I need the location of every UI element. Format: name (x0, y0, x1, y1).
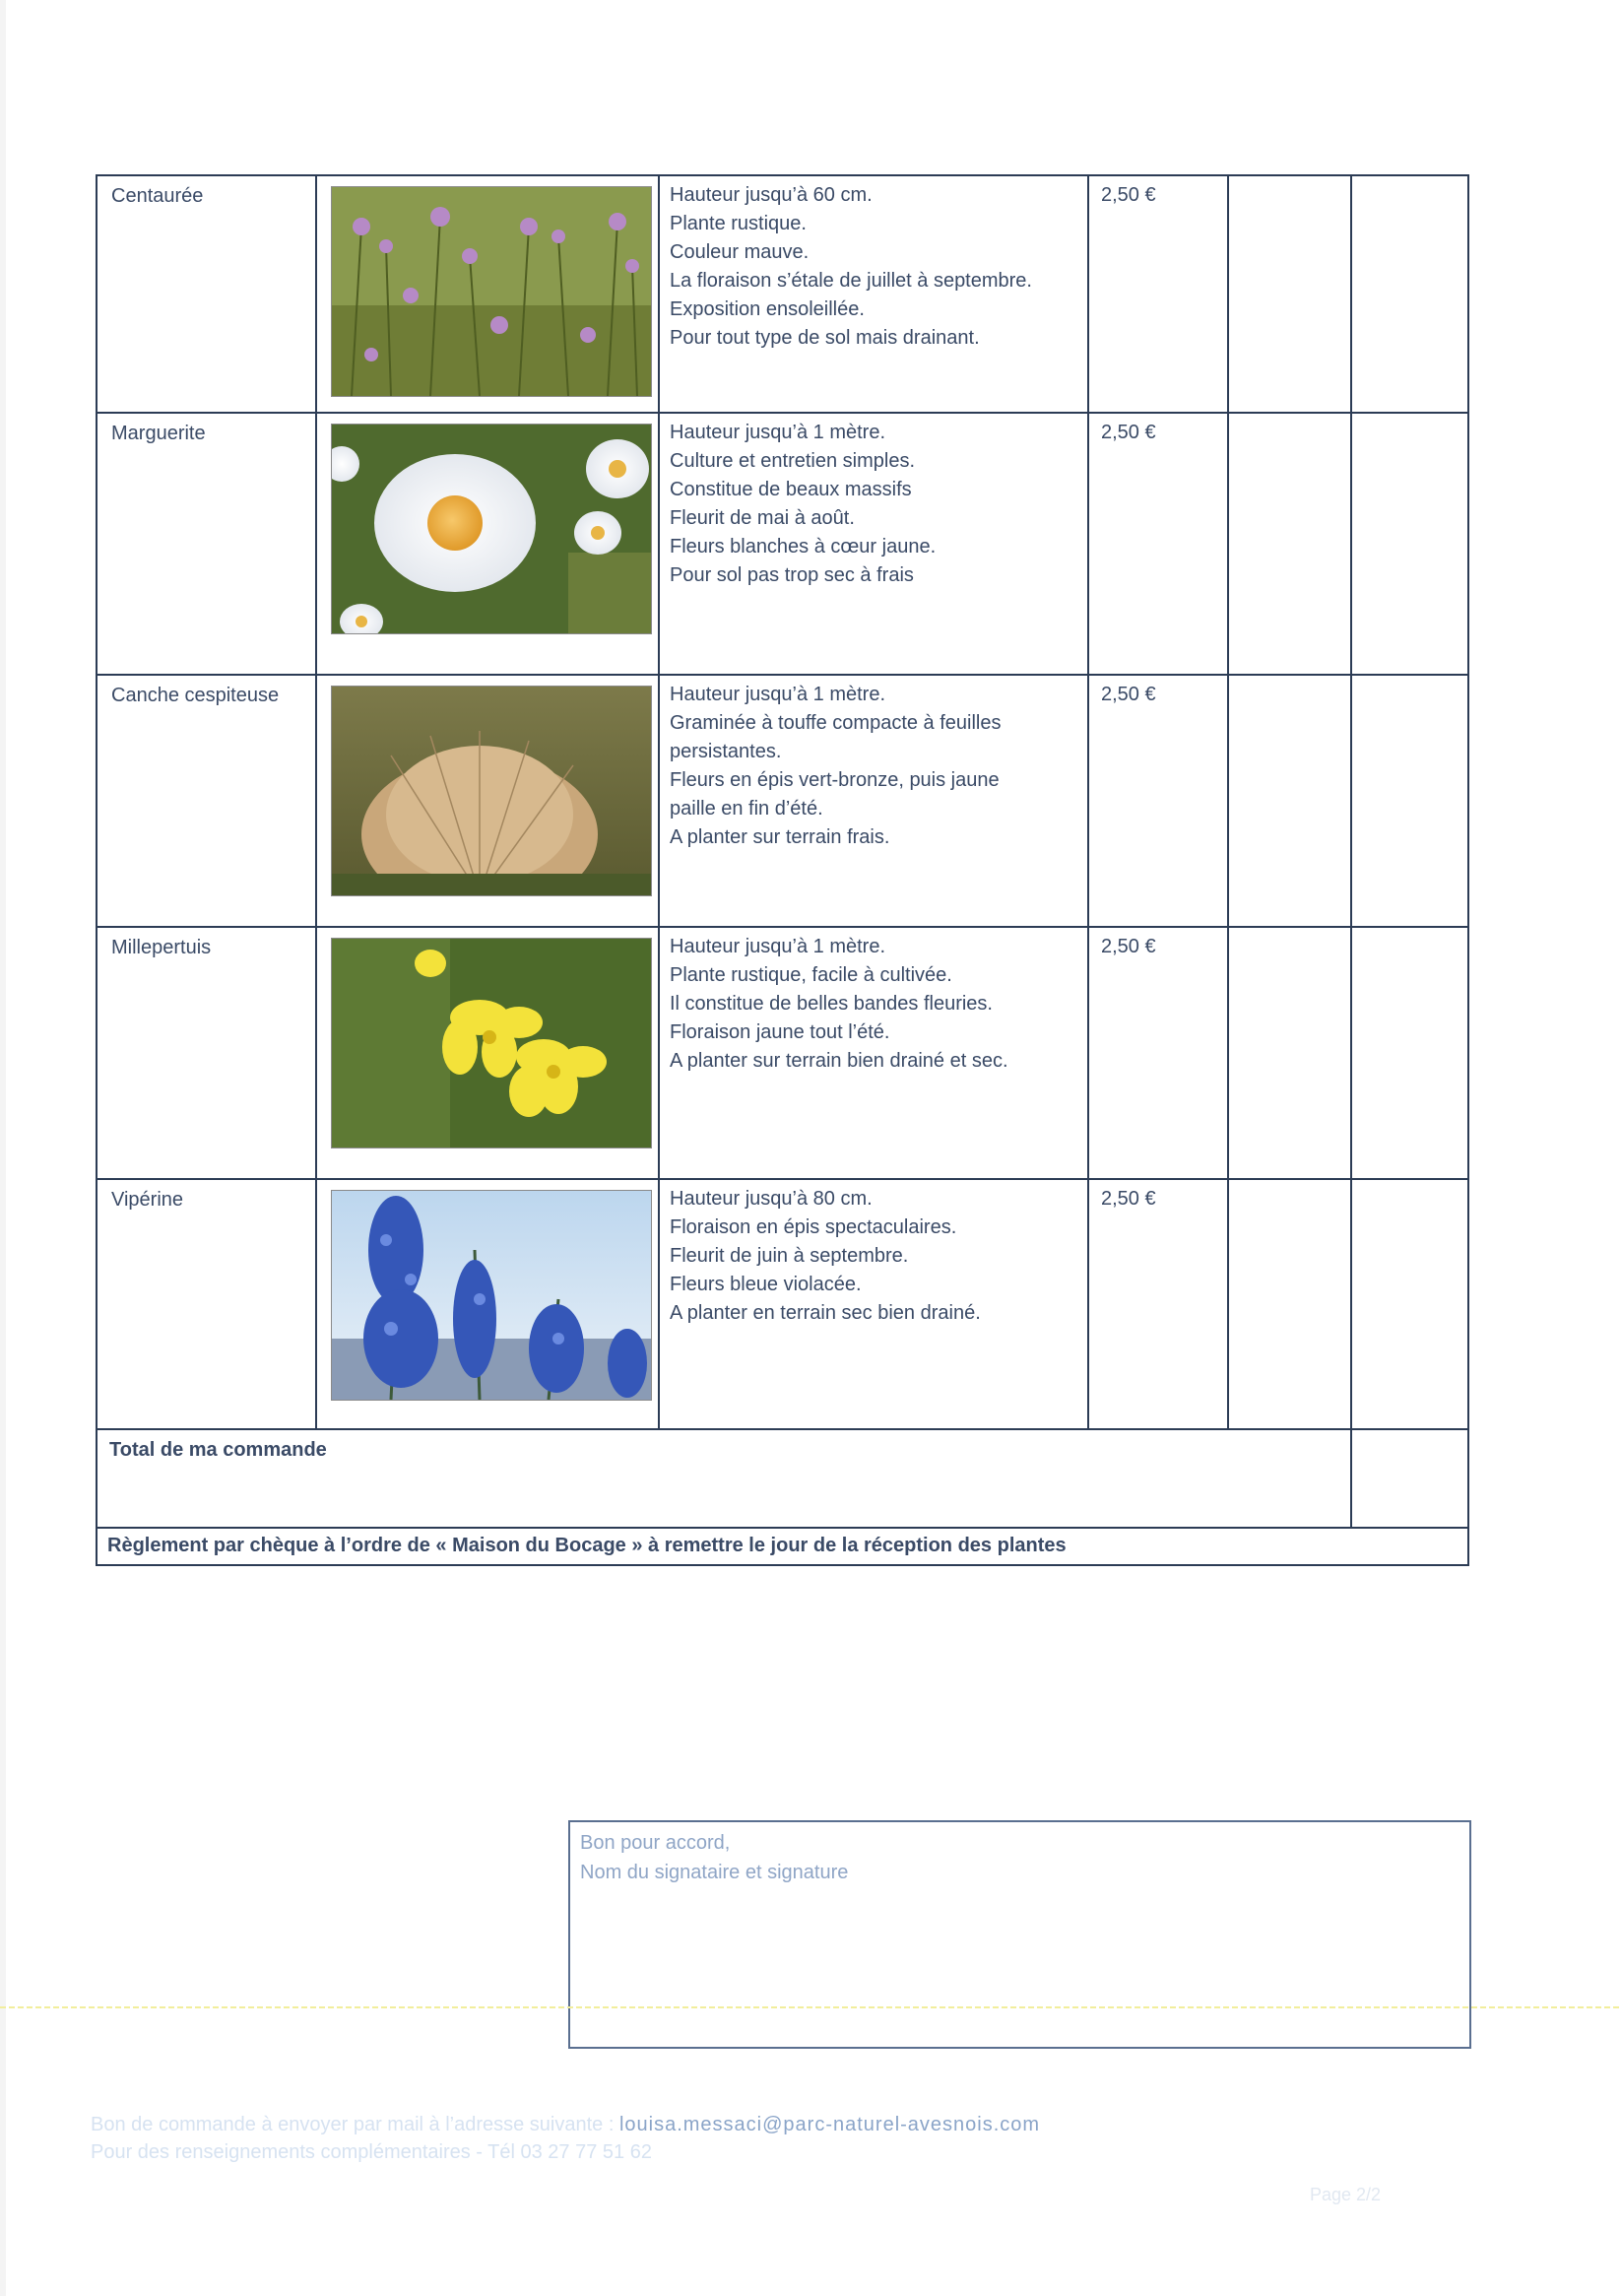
total-amount-cell[interactable] (1351, 1429, 1468, 1528)
description-line: Constitue de beaux massifs (670, 479, 912, 500)
divider-line (0, 2006, 1621, 2008)
description-line: Il constitue de belles bandes fleuries. (670, 993, 993, 1015)
plant-description (659, 675, 1088, 927)
scan-edge (0, 0, 6, 2296)
payment-row (97, 1528, 1468, 1565)
plant-row (97, 413, 1468, 675)
plant-photo-cell (316, 413, 659, 675)
description-line: Fleurit de mai à août. (670, 507, 855, 529)
centaurea-photo (331, 186, 652, 397)
plant-photo-cell (316, 175, 659, 413)
signature-name-label: Nom du signataire et signature (580, 1862, 849, 1883)
plant-price: 2,50 € (1088, 927, 1228, 1179)
amount-cell[interactable] (1351, 927, 1468, 1179)
payment-note: Règlement par chèque à l’ordre de « Maison du Bocage » à remettre le jour de la réception des plantes (97, 1528, 1468, 1565)
plant-row (97, 175, 1468, 413)
quantity-cell[interactable] (1228, 675, 1351, 927)
plant-name: Canche cespiteuse (97, 675, 316, 927)
plant-row (97, 675, 1468, 927)
description-line: Fleurs bleue violacée. (670, 1274, 862, 1295)
order-table (96, 174, 1469, 1566)
quantity-cell[interactable] (1228, 413, 1351, 675)
amount-cell[interactable] (1351, 1179, 1468, 1429)
quantity-cell[interactable] (1228, 175, 1351, 413)
description-line: Pour sol pas trop sec à frais (670, 564, 914, 586)
plant-name: Vipérine (97, 1179, 316, 1429)
plant-description (659, 175, 1088, 413)
plant-price: 2,50 € (1088, 413, 1228, 675)
plant-description (659, 1179, 1088, 1429)
plant-description (659, 413, 1088, 675)
description-line: paille en fin d’été. (670, 798, 823, 820)
footer-email-link[interactable]: louisa.messaci@parc-naturel-avesnois.com (618, 2114, 1041, 2135)
description-line: Hauteur jusqu’à 1 mètre. (670, 936, 886, 957)
description-line: Floraison en épis spectaculaires. (670, 1216, 957, 1238)
quantity-cell[interactable] (1228, 927, 1351, 1179)
description-line: Hauteur jusqu’à 1 mètre. (670, 684, 886, 705)
st-johns-wort-photo (331, 938, 652, 1148)
plant-description (659, 927, 1088, 1179)
description-line: Exposition ensoleillée. (670, 298, 865, 320)
total-label: Total de ma commande (97, 1429, 1351, 1528)
description-line: Couleur mauve. (670, 241, 810, 263)
description-line: Plante rustique. (670, 213, 807, 234)
description-line: Pour tout type de sol mais drainant. (670, 327, 980, 349)
plant-price: 2,50 € (1088, 675, 1228, 927)
footer-instruction: Bon de commande à envoyer par mail à l’adresse suivante : (91, 2114, 619, 2135)
signature-box[interactable] (568, 1820, 1471, 2049)
plant-name: Marguerite (97, 413, 316, 675)
total-row (97, 1429, 1468, 1528)
amount-cell[interactable] (1351, 175, 1468, 413)
signature-approval-label: Bon pour accord, (580, 1832, 731, 1854)
description-line: Culture et entretien simples. (670, 450, 916, 472)
vipers-bugloss-photo (331, 1190, 652, 1401)
description-line: Fleurs blanches à cœur jaune. (670, 536, 937, 558)
description-line: La floraison s’étale de juillet à septembre. (670, 270, 1032, 292)
daisy-photo (331, 424, 652, 634)
description-line: Hauteur jusqu’à 1 mètre. (670, 422, 886, 443)
quantity-cell[interactable] (1228, 1179, 1351, 1429)
description-line: Floraison jaune tout l’été. (670, 1021, 890, 1043)
footer-line-1 (91, 2111, 1040, 2138)
description-line: Plante rustique, facile à cultivée. (670, 964, 952, 986)
description-line: A planter sur terrain bien drainé et sec. (670, 1050, 1008, 1072)
description-line: Graminée à touffe compacte à feuilles (670, 712, 1002, 734)
plant-name: Millepertuis (97, 927, 316, 1179)
plant-photo-cell (316, 1179, 659, 1429)
plant-name: Centaurée (97, 175, 316, 413)
description-line: A planter sur terrain frais. (670, 826, 890, 848)
plant-price: 2,50 € (1088, 175, 1228, 413)
description-line: persistantes. (670, 741, 782, 762)
description-line: Fleurs en épis vert-bronze, puis jaune (670, 769, 1000, 791)
plant-row (97, 1179, 1468, 1429)
grass-photo (331, 686, 652, 896)
plant-photo-cell (316, 927, 659, 1179)
footer (91, 2111, 1040, 2166)
amount-cell[interactable] (1351, 675, 1468, 927)
description-line: Hauteur jusqu’à 60 cm. (670, 184, 873, 206)
plant-row (97, 927, 1468, 1179)
page-number: Page 2/2 (1310, 2185, 1382, 2204)
plant-price: 2,50 € (1088, 1179, 1228, 1429)
amount-cell[interactable] (1351, 413, 1468, 675)
plant-photo-cell (316, 675, 659, 927)
description-line: Fleurit de juin à septembre. (670, 1245, 909, 1267)
description-line: Hauteur jusqu’à 80 cm. (670, 1188, 873, 1210)
footer-line-2: Pour des renseignements complémentaires - Tél 03 27 77 51 62 (91, 2141, 652, 2163)
description-line: A planter en terrain sec bien drainé. (670, 1302, 981, 1324)
